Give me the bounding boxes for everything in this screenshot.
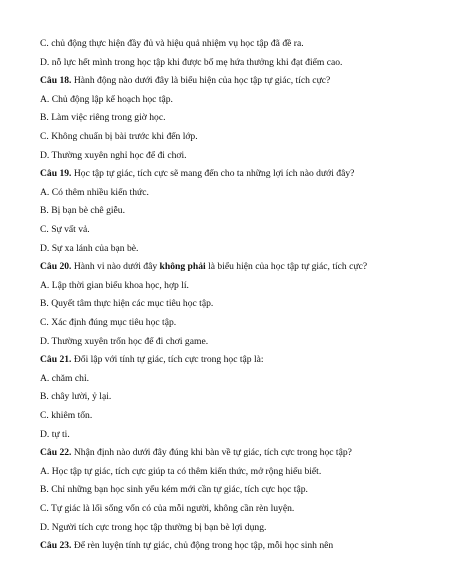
question-label: Câu 23. <box>40 540 72 552</box>
option-b: B. Chỉ những bạn học sinh yếu kém mới cần tự giác, tích cực học tập. <box>40 484 308 496</box>
option-c: C. Sự vất vả. <box>40 224 90 235</box>
option-b: B. Quyết tâm thực hiện các mục tiêu học tập. <box>40 298 214 310</box>
question-text-after: là biểu hiện của học tập tự giác, tích cực? <box>205 261 368 273</box>
option-c: C. Xác định đúng mục tiêu học tập. <box>40 317 177 328</box>
question-22 <box>40 447 430 459</box>
option-d: D. Sự xa lánh của bạn bè. <box>40 242 139 254</box>
question-text: Hành động nào dưới đây là biểu hiện của học tập tự giác, tích cực? <box>71 75 331 87</box>
option-a: A. Chủ động lập kế hoạch học tập. <box>40 93 173 105</box>
question-23 <box>40 540 430 552</box>
option-c: C. Tự giác là lối sống vốn có của mỗi người, không cần rèn luyện. <box>40 503 295 514</box>
question-20 <box>40 261 430 273</box>
option-b: B. chây lười, ỷ lại. <box>40 391 112 403</box>
question-label: Câu 22. <box>40 447 72 459</box>
option-prev-c: C. chủ động thực hiện đầy đủ và hiệu quả nhiệm vụ học tập đã đề ra. <box>40 38 304 49</box>
question-21 <box>40 354 430 366</box>
question-text-emphasis: không phải <box>159 261 206 273</box>
question-18 <box>40 75 430 87</box>
option-prev-d: D. nỗ lực hết mình trong học tập khi được bố mẹ hứa thưởng khi đạt điểm cao. <box>40 56 343 68</box>
option-b: B. Làm việc riêng trong giờ học. <box>40 112 166 124</box>
option-d: D. Thường xuyên trốn học để đi chơi game. <box>40 335 209 347</box>
question-text: Học tập tự giác, tích cực sẽ mang đến cho ta những lợi ích nào dưới đây? <box>71 168 355 180</box>
question-label: Câu 18. <box>40 75 72 87</box>
question-label: Câu 21. <box>40 354 72 366</box>
option-d: D. Thường xuyên nghỉ học để đi chơi. <box>40 149 187 161</box>
question-text-before: Hành vi nào dưới đây <box>71 261 160 273</box>
question-text: Để rèn luyện tính tự giác, chủ động trong học tập, mỗi học sinh nên <box>71 540 334 552</box>
option-a: A. Học tập tự giác, tích cực giúp ta có thêm kiến thức, mở rộng hiểu biết. <box>40 465 322 477</box>
question-text: Đối lập với tính tự giác, tích cực trong học tập là: <box>71 354 264 366</box>
option-c: C. khiêm tốn. <box>40 410 93 421</box>
option-d: D. Người tích cực trong học tập thường bị bạn bè lợi dụng. <box>40 521 267 533</box>
option-a: A. chăm chỉ. <box>40 372 90 384</box>
question-text: Nhận định nào dưới đây đúng khi bàn về tự giác, tích cực trong học tập? <box>71 447 352 459</box>
question-19 <box>40 168 430 180</box>
option-b: B. Bị bạn bè chê giễu. <box>40 205 125 217</box>
question-label: Câu 20. <box>40 261 72 273</box>
option-a: A. Có thêm nhiều kiến thức. <box>40 186 149 198</box>
option-d: D. tự ti. <box>40 428 70 440</box>
question-label: Câu 19. <box>40 168 72 180</box>
option-c: C. Không chuẩn bị bài trước khi đến lớp. <box>40 131 198 142</box>
option-a: A. Lập thời gian biểu khoa học, hợp lí. <box>40 279 189 291</box>
